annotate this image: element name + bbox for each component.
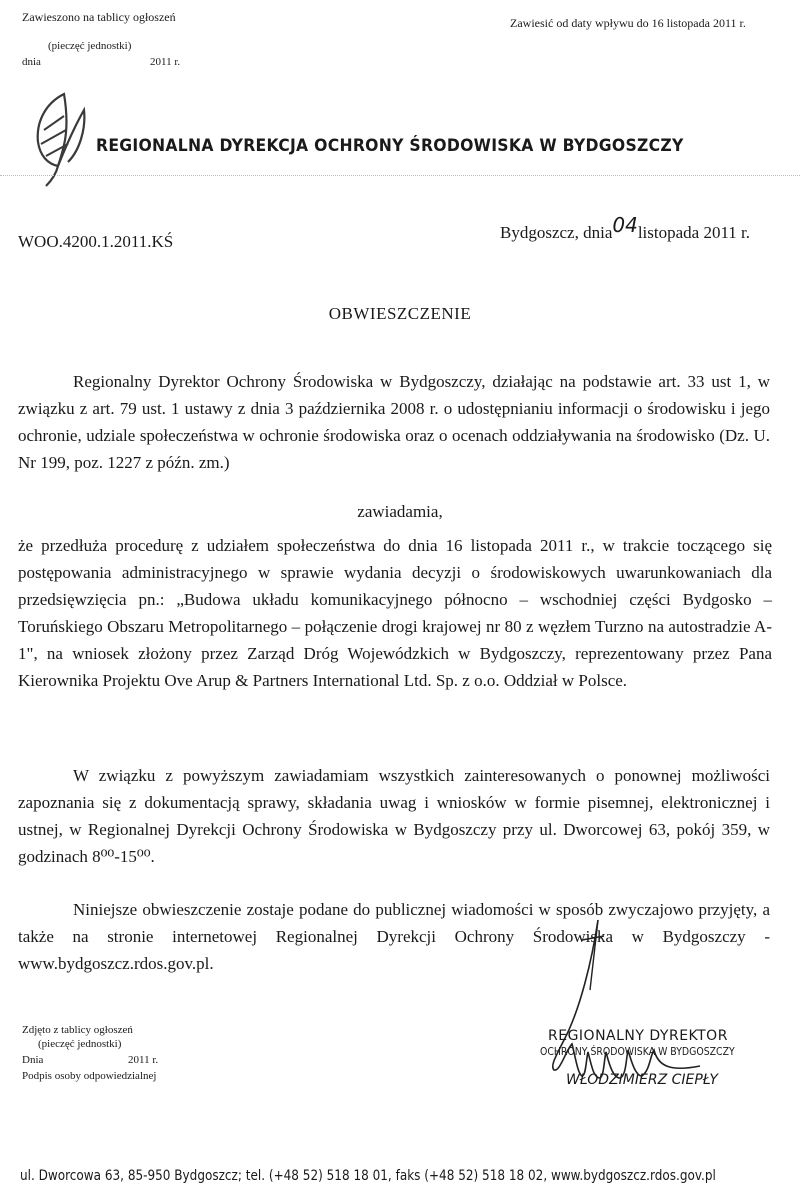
removed-stamp-label: (pieczęć jednostki) <box>38 1038 122 1050</box>
posted-year: 2011 r. <box>150 56 181 68</box>
handwritten-signature-icon <box>520 900 760 1100</box>
document-title: OBWIESZCZENIE <box>328 304 472 323</box>
posted-day-label: dnia <box>22 56 41 68</box>
notice-paragraph: W związku z powyższym zawiadamiam wszystkich zainteresowanych o ponownej możliwości zapoznania się z dokumentacją sprawy, składania uwag i wniosków w formie pisemnej, elektronicznej i ustnej, w Regionalnej Dyrekcji Ochrony Środowiska w Bydgoszczy przy ul. Dworcowej 63, pokój 359, w godzinach 8⁰⁰-15⁰⁰. <box>18 766 770 866</box>
main-paragraph: że przedłuża procedurę z udziałem społeczeństwa do dnia 16 listopada 2011 r., w trakcie toczącego się postępowania administracyjnego w sprawie wydania decyzji o środowiskowych uwarunkowaniach dla przedsięwzięcia pn.: „Budowa układu komunikacyjnego północno – wschodniej części Bydgosko – Toruńskiego Obszaru Metropolitarnego – połączenie drogi krajowej nr 80 z węzłem Turzno na autostradzie A-1", na wniosek złożony przez Zarząd Dróg Wojewódzkich w Bydgoszczy, reprezentowany przez Pana Kierownika Projektu Ove Arup & Partners International Ltd. Sp. z o.o. Oddział w Polsce. <box>18 536 772 690</box>
reference-number: WOO.4200.1.2011.KŚ <box>18 232 174 251</box>
signature-label: Podpis osoby odpowiedzialnej <box>22 1070 157 1082</box>
stamp-line-office: OCHRONY ŚRODOWISKA W BYDGOSZCZY <box>540 1045 735 1058</box>
place-date <box>500 213 751 243</box>
handwritten-day: 04 <box>612 213 638 237</box>
intro-paragraph: Regionalny Dyrektor Ochrony Środowiska w Bydgoszczy, działając na podstawie art. 33 ust 1, w związku z art. 79 ust. 1 ustawy z dnia 3 października 2008 r. o udostępnianiu informacji o środowisku i jego ochronie, udziale społeczeństwa w ochronie środowiska oraz o ocenach oddziaływania na środowisko (Dz. U. Nr 199, poz. 1227 z późn. zm.) <box>18 372 770 472</box>
place-date-prefix: Bydgoszcz, dnia <box>500 223 613 242</box>
posting-period-note: Zawiesić od daty wpływu do 16 listopada 2011 r. <box>510 16 746 30</box>
institution-name: REGIONALNA DYREKCJA OCHRONY ŚRODOWISKA W BYDGOSZCZY <box>96 136 684 156</box>
stamp-line-title: REGIONALNY DYREKTOR <box>548 1028 728 1044</box>
posted-stamp-label: (pieczęć jednostki) <box>48 40 132 52</box>
publication-paragraph: Niniejsze obwieszczenie zostaje podane do publicznej wiadomości w sposób zwyczajowo przyjęty, a także na stronie internetowej Regionalnej Dyrekcji Ochrony Środowiska w Bydgoszczy - www.bydgoszcz.rdos.gov.pl. <box>18 900 770 973</box>
removed-label: Zdjęto z tablicy ogłoszeń <box>22 1024 133 1036</box>
posted-label: Zawieszono na tablicy ogłoszeń <box>22 10 176 24</box>
footer-contact: ul. Dworcowa 63, 85-950 Bydgoszcz; tel. (+48 52) 518 18 01, faks (+48 52) 518 18 02, www.bydgoszcz.rdos.gov.pl <box>20 1168 716 1184</box>
stamp-line-name: WŁODZIMIERZ CIEPŁY <box>566 1072 718 1088</box>
removed-day-label: Dnia <box>22 1054 44 1066</box>
announces-word: zawiadamia, <box>357 502 443 521</box>
header-divider <box>0 175 800 176</box>
removed-year: 2011 r. <box>128 1054 159 1066</box>
place-date-suffix: listopada 2011 r. <box>637 223 751 242</box>
